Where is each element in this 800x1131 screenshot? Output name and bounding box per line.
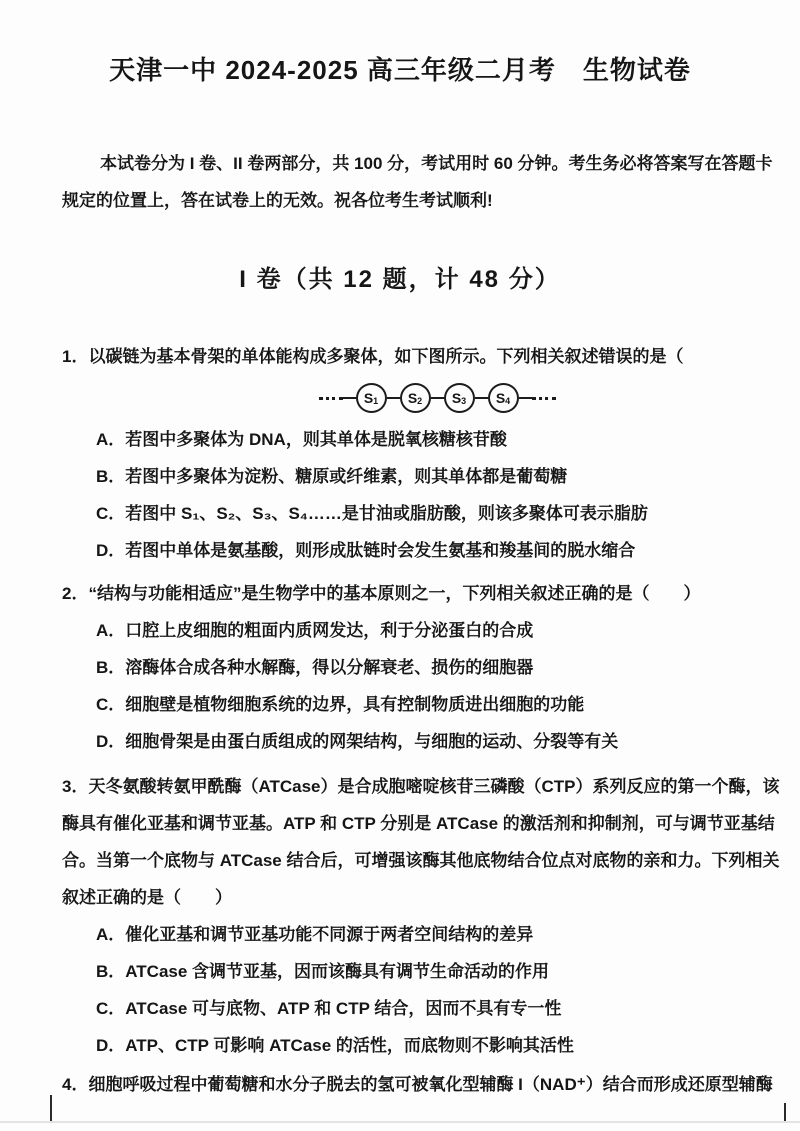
- question-3-stem-line-1: 3．天冬氨酸转氨甲酰酶（ATCase）是合成胞嘧啶核苷三磷酸（CTP）系列反应的第一个酶，该: [62, 777, 780, 796]
- chain-dots-left-icon: [319, 397, 343, 400]
- chain-link-icon: [387, 397, 400, 399]
- chain-link-icon: [343, 397, 356, 399]
- question-3-option-d: D．ATP、CTP 可影响 ATCase 的活性，而底物则不影响其活性: [96, 1036, 574, 1055]
- question-1-stem: 1．以碳链为基本骨架的单体能构成多聚体，如下图所示。下列相关叙述错误的是（: [62, 347, 684, 366]
- monomer-node-s3: [444, 383, 475, 413]
- question-1-options: [62, 421, 800, 569]
- question-4: [62, 1066, 800, 1103]
- question-3: [62, 768, 800, 1064]
- polymer-chain-diagram: [68, 375, 800, 421]
- question-2-option-a: A．口腔上皮细胞的粗面内质网发达，利于分泌蛋白的合成: [96, 621, 534, 640]
- question-1: [62, 338, 800, 569]
- monomer-label: S: [495, 390, 506, 406]
- section-heading: I 卷（共 12 题，计 48 分）: [239, 266, 561, 293]
- monomer-label: S: [363, 390, 374, 406]
- question-1-option-d: D．若图中单体是氨基酸，则形成肽链时会发生氨基和羧基间的脱水缩合: [96, 541, 636, 560]
- monomer-node-s2: [400, 383, 431, 413]
- monomer-label: S: [451, 390, 462, 406]
- chain-dots-right-icon: [532, 397, 556, 400]
- question-3-stem-line-3: 合。当第一个底物与 ATCase 结合后，可增强该酶其他底物结合位点对底物的亲和力。下列相关: [62, 851, 780, 870]
- question-2-options: [62, 612, 800, 760]
- question-3-option-b: B．ATCase 含调节亚基，因而该酶具有调节生命活动的作用: [96, 962, 550, 981]
- question-2-option-c: C．细胞壁是植物细胞系统的边界，具有控制物质进出细胞的功能: [96, 695, 585, 714]
- monomer-node-s4: [488, 383, 519, 413]
- question-2: [62, 575, 800, 760]
- question-1-option-c: C．若图中 S₁、S₂、S₃、S₄……是甘油或脂肪酸，则该多聚体可表示脂肪: [96, 504, 648, 523]
- chain-link-icon: [431, 397, 444, 399]
- monomer-subscript: 1: [373, 395, 379, 406]
- scan-edge-line: [0, 1121, 800, 1123]
- instructions-line-2: 规定的位置上，答在试卷上的无效。祝各位考生考试顺利!: [62, 191, 493, 210]
- scan-mark-left: [50, 1095, 52, 1121]
- monomer-subscript: 4: [505, 395, 511, 406]
- monomer-node-s1: [356, 383, 387, 413]
- question-3-option-c: C．ATCase 可与底物、ATP 和 CTP 结合，因而不具有专一性: [96, 999, 562, 1018]
- question-3-option-a: A．催化亚基和调节亚基功能不同源于两者空间结构的差异: [96, 925, 534, 944]
- scan-mark-right: [784, 1103, 786, 1121]
- question-1-option-b: B．若图中多聚体为淀粉、糖原或纤维素，则其单体都是葡萄糖: [96, 467, 568, 486]
- exam-instructions: [62, 145, 800, 219]
- monomer-label: S: [407, 390, 418, 406]
- question-2-stem: 2．“结构与功能相适应”是生物学中的基本原则之一，下列相关叙述正确的是（ ）: [62, 584, 701, 603]
- question-3-stem-line-2: 酶具有催化亚基和调节亚基。ATP 和 CTP 分别是 ATCase 的激活剂和抑制剂，可与调节亚基结: [62, 814, 775, 833]
- chain-link-icon: [519, 397, 532, 399]
- monomer-subscript: 2: [417, 395, 423, 406]
- question-4-stem: 4．细胞呼吸过程中葡萄糖和水分子脱去的氢可被氧化型辅酶 I（NAD⁺）结合而形成还原型辅酶: [62, 1075, 773, 1094]
- instructions-line-1: 本试卷分为 I 卷、II 卷两部分，共 100 分，考试用时 60 分钟。考生务必将答案写在答题卡: [100, 154, 773, 173]
- chain-link-icon: [475, 397, 488, 399]
- question-2-option-d: D．细胞骨架是由蛋白质组成的网架结构，与细胞的运动、分裂等有关: [96, 732, 619, 751]
- page-title: 天津一中 2024-2025 高三年级二月考 生物试卷: [109, 55, 691, 85]
- question-2-option-b: B．溶酶体合成各种水解酶，得以分解衰老、损伤的细胞器: [96, 658, 534, 677]
- question-1-option-a: A．若图中多聚体为 DNA，则其单体是脱氧核糖核苷酸: [96, 430, 507, 449]
- question-3-options: [62, 916, 800, 1064]
- question-3-stem-line-4: 叙述正确的是（ ）: [62, 888, 232, 907]
- monomer-subscript: 3: [461, 395, 467, 406]
